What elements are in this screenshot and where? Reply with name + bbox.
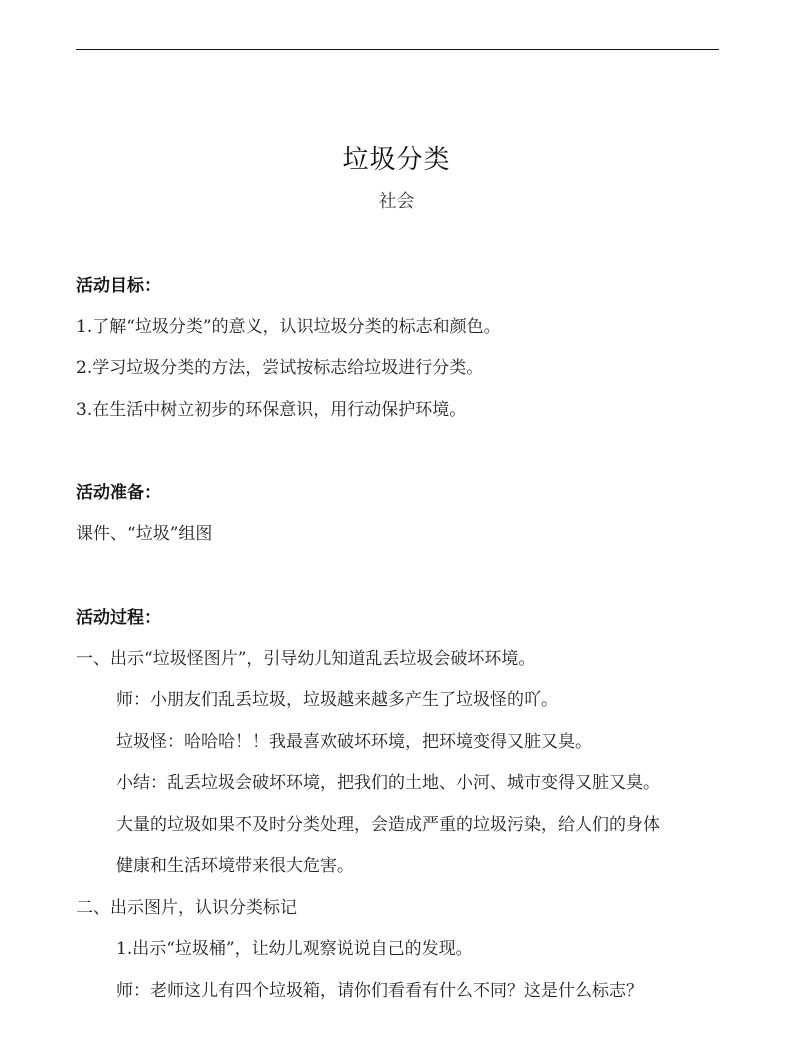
header-rule (76, 49, 719, 50)
process-step-heading: 二、出示图片，认识分类标记 (76, 898, 297, 918)
objective-item: 2.学习垃圾分类的方法，尝试按标志给垃圾进行分类。 (76, 358, 484, 378)
process-summary-line: 大量的垃圾如果不及时分类处理，会造成严重的垃圾污染，给人们的身体 (116, 815, 660, 835)
process-heading: 活动过程： (76, 608, 161, 628)
process-substep: 1.出示“垃圾桶”，让幼儿观察说说自己的发现。 (116, 939, 473, 959)
objective-item: 3.在生活中树立初步的环保意识，用行动保护环境。 (76, 400, 467, 420)
process-dialogue-line: 师：老师这儿有四个垃圾箱，请你们看看有什么不同？这是什么标志？ (116, 981, 643, 1001)
objectives-heading: 活动目标： (76, 276, 161, 296)
process-summary-line: 小结：乱丢垃圾会破坏环境，把我们的土地、小河、城市变得又脏又臭。 (116, 773, 660, 793)
process-dialogue-line: 垃圾怪：哈哈哈！！我最喜欢破坏环境，把环境变得又脏又臭。 (116, 732, 592, 752)
document-title: 垃圾分类 (342, 145, 451, 175)
process-dialogue-line: 师：小朋友们乱丢垃圾，垃圾越来越多产生了垃圾怪的吖。 (116, 690, 558, 710)
objective-item: 1.了解“垃圾分类”的意义，认识垃圾分类的标志和颜色。 (76, 317, 501, 337)
preparation-text: 课件、“垃圾”组图 (76, 524, 213, 544)
process-step-heading: 一、出示“垃圾怪图片”，引导幼儿知道乱丢垃圾会破坏环境。 (76, 649, 536, 669)
process-summary-line: 健康和生活环境带来很大危害。 (116, 856, 354, 876)
document-subtitle: 社会 (378, 191, 415, 212)
preparation-heading: 活动准备： (76, 483, 161, 503)
